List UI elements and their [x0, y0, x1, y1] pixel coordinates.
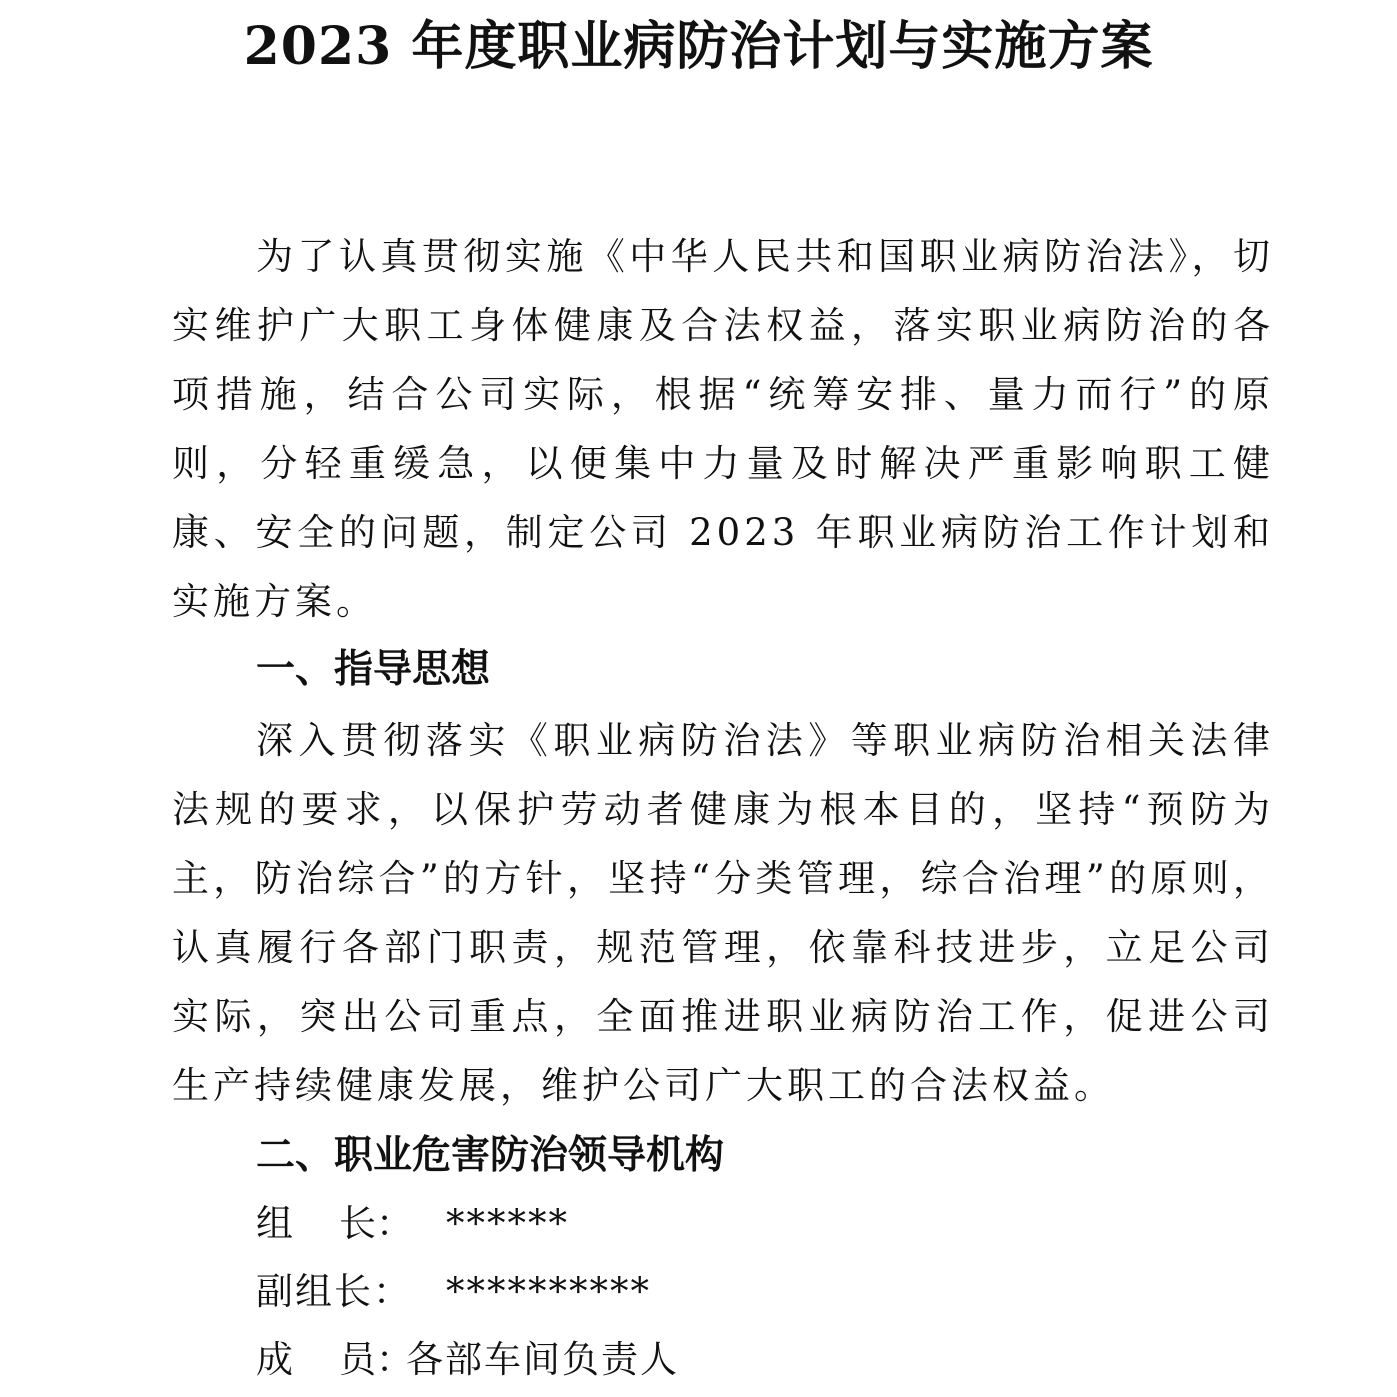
member-row-leader — [256, 1194, 569, 1254]
member-row-deputy-leader — [256, 1262, 651, 1322]
member-label-char: 长： — [339, 1202, 413, 1245]
member-value: ****** — [446, 1202, 569, 1245]
member-label-char: 员： — [339, 1338, 413, 1381]
member-label-char: 成 — [256, 1338, 293, 1381]
member-label — [256, 1330, 413, 1390]
section-heading-guiding-thought: 一、指导思想 — [256, 647, 491, 692]
member-value: ********** — [446, 1270, 651, 1313]
member-row-members — [256, 1330, 679, 1390]
intro-paragraph: 为了认真贯彻实施《中华人民共和国职业病防治法》，切实维护广大职工身体健康及合法权益，落实职业病防治的各项措施，结合公司实际，根据“统筹安排、量力而行”的原则，分轻重缓急，以便集中力量及时解决严重影响职工健康、安全的问题，制定公司 2023 年职业病防治工作计划和实施方案。 — [172, 235, 1274, 623]
member-label: 副组长： — [256, 1270, 412, 1313]
member-label-char: 组 — [256, 1202, 293, 1245]
guiding-thought-section — [172, 706, 1274, 1120]
member-value: 各部车间负责人 — [406, 1338, 679, 1381]
document-title: 2023 年度职业病防治计划与实施方案 — [243, 16, 1154, 77]
member-label — [256, 1194, 413, 1254]
section-heading-leadership: 二、职业危害防治领导机构 — [256, 1133, 725, 1178]
intro-section — [172, 222, 1274, 636]
guiding-thought-paragraph: 深入贯彻落实《职业病防治法》等职业病防治相关法律法规的要求，以保护劳动者健康为根本目的，坚持“预防为主，防治综合”的方针，坚持“分类管理，综合治理”的原则，认真履行各部门职责，规范管理，依靠科技进步，立足公司实际，突出公司重点，全面推进职业病防治工作，促进公司生产持续健康发展，维护公司广大职工的合法权益。 — [172, 719, 1274, 1107]
